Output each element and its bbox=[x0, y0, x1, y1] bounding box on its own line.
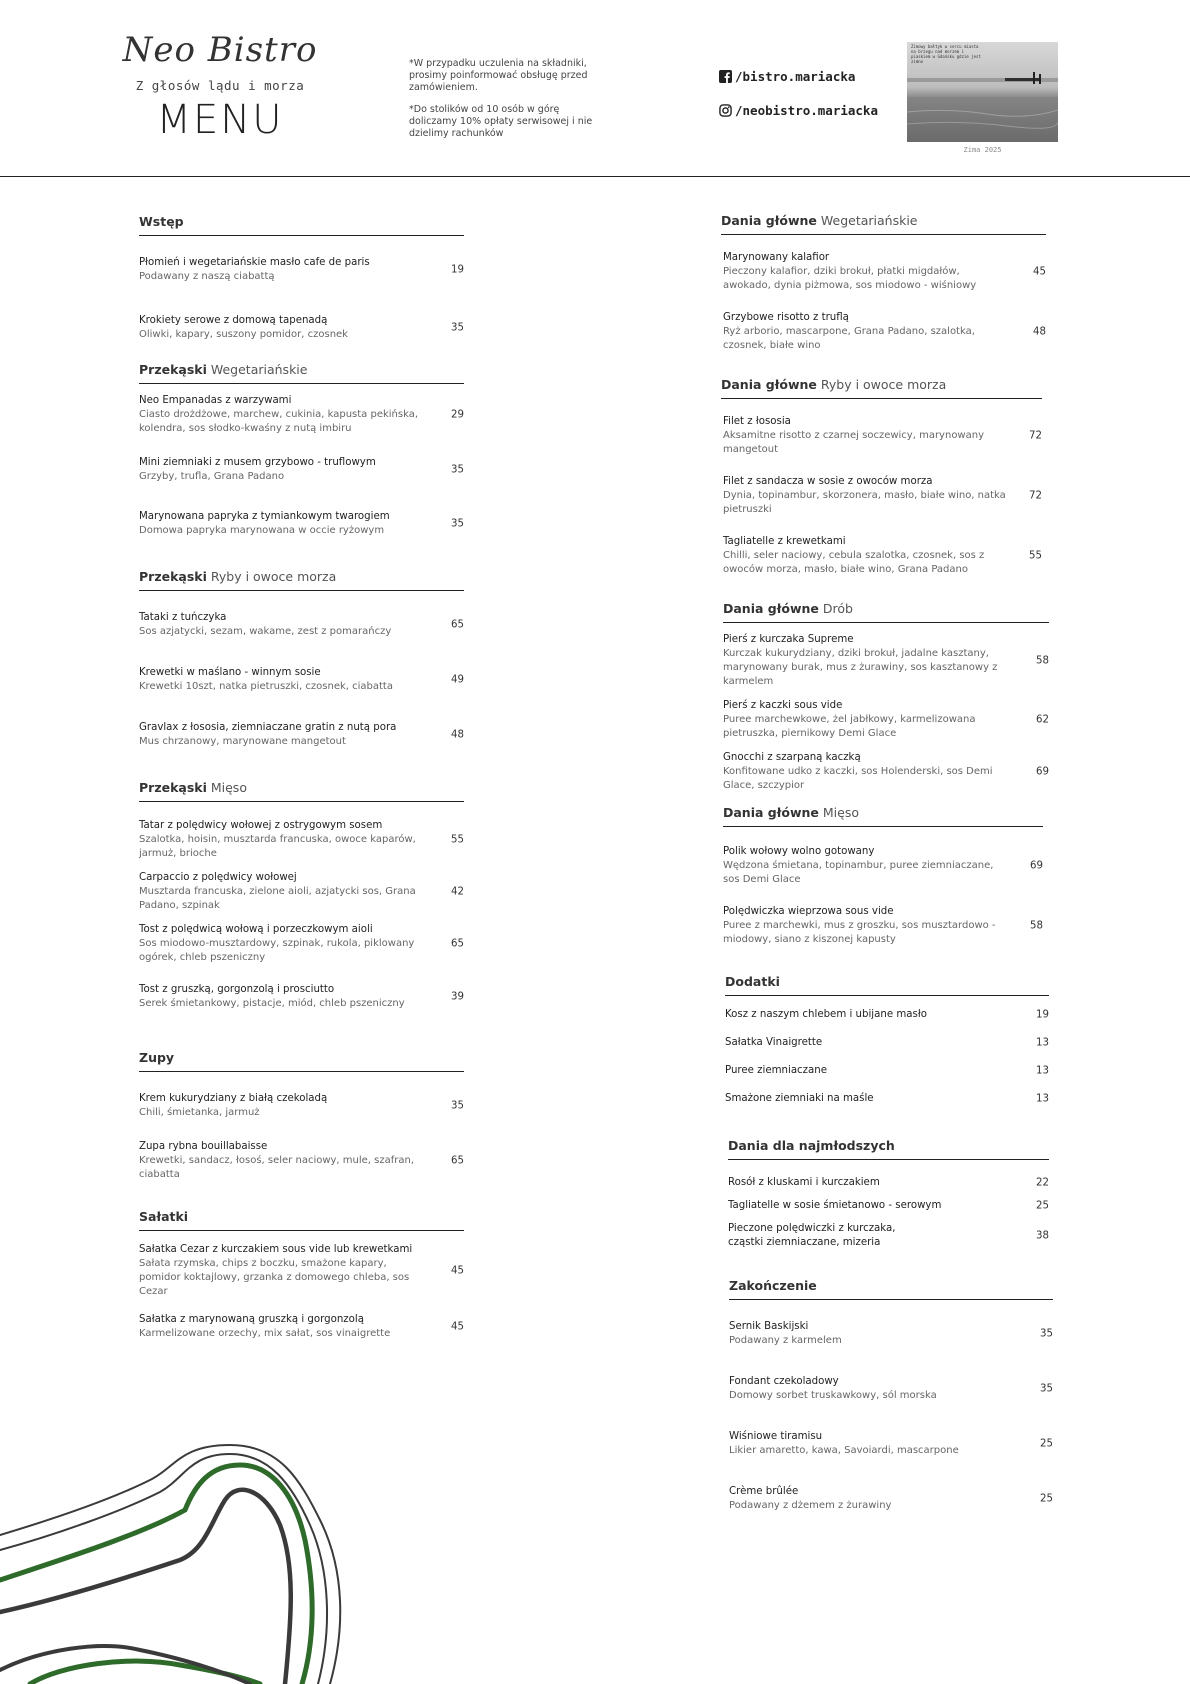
section-przekaski-wege bbox=[139, 362, 464, 558]
facebook-icon bbox=[719, 70, 732, 83]
section-glowne-ryby bbox=[721, 377, 1042, 597]
menu-item: Pierś z kurczaka Supreme Kurczak kukurydziany, dziki brokuł, jadalne kasztany, marynowany burak, mus z żurawiny, sos kasztanowy z karmelem 58 bbox=[723, 634, 1049, 687]
menu-item: Filet z łososia Aksamitne risotto z czarnej soczewicy, marynowany mangetout 72 bbox=[723, 416, 1042, 455]
menu-item: Smażone ziemniaki na maśle 13 bbox=[725, 1093, 1049, 1105]
menu-item: Krewetki w maślano - winnym sosie Krewetki 10szt, natka pietruszki, czosnek, ciabatta 49 bbox=[139, 667, 464, 692]
section-heading: Przekąski Wegetariańskie bbox=[139, 362, 464, 384]
menu-item: Pieczone polędwiczki z kurczaka, cząstki ziemniaczane, mizeria 38 bbox=[728, 1223, 1049, 1248]
menu-item: Gnocchi z szarpaną kaczką Konfitowane udko z kaczki, sos Holenderski, sos Demi Glace, szczypior 69 bbox=[723, 752, 1049, 791]
instagram-handle: /neobistro.mariacka bbox=[735, 103, 878, 118]
brand-tagline: Z głosów lądu i morza bbox=[135, 78, 305, 93]
section-heading: Dania główne Drób bbox=[723, 601, 1049, 623]
menu-item: Tataki z tuńczyka Sos azjatycki, sezam, wakame, zest z pomarańczy 65 bbox=[139, 612, 464, 637]
section-glowne-drob bbox=[723, 601, 1049, 813]
facebook-handle: /bistro.mariacka bbox=[735, 69, 856, 84]
section-heading: Wstęp bbox=[139, 214, 464, 236]
section-heading: Dania dla najmłodszych bbox=[728, 1138, 1049, 1160]
menu-item: Marynowany kalafior Pieczony kalafior, dziki brokuł, płatki migdałów, awokado, dynia piżmowa, sos miodowo - wiśniowy 45 bbox=[723, 252, 1046, 291]
section-heading: Dania główne Mięso bbox=[723, 805, 1043, 827]
menu-item: Polik wołowy wolno gotowany Wędzona śmietana, topinambur, puree ziemniaczane, sos Demi Glace 69 bbox=[723, 846, 1043, 885]
menu-item: Marynowana papryka z tymiankowym twarogiem Domowa papryka marynowana w occie ryżowym 35 bbox=[139, 511, 464, 536]
menu-item: Filet z sandacza w sosie z owoców morza Dynia, topinambur, skorzonera, masło, białe wino, natka pietruszki 72 bbox=[723, 476, 1042, 515]
menu-notes bbox=[409, 58, 609, 150]
menu-item: Sałatka Vinaigrette 13 bbox=[725, 1037, 1049, 1049]
menu-item: Tost z polędwicą wołową i porzeczkowym aioli Sos miodowo-musztardowy, szpinak, rukola, piklowany ogórek, chleb pszeniczny 65 bbox=[139, 924, 464, 963]
instagram-link[interactable] bbox=[719, 103, 878, 118]
menu-item: Zupa rybna bouillabaisse Krewetki, sandacz, łosoś, seler naciowy, mule, szafran, ciabatta 65 bbox=[139, 1141, 464, 1180]
section-salatki bbox=[139, 1209, 464, 1361]
section-przekaski-mieso bbox=[139, 780, 464, 1031]
menu-item: Tagliatelle z krewetkami Chilli, seler naciowy, cebula szalotka, czosnek, sos z owoców morza, masło, białe wino, Grana Padano 55 bbox=[723, 536, 1042, 575]
menu-item: Carpaccio z polędwicy wołowej Musztarda francuska, zielone aioli, azjatycki sos, Grana Padano, szpinak 42 bbox=[139, 872, 464, 911]
menu-item: Krokiety serowe z domową tapenadą Oliwki, kapary, suszony pomidor, czosnek 35 bbox=[139, 315, 464, 340]
section-zakonczenie bbox=[729, 1278, 1053, 1533]
menu-item: Sałatka z marynowaną gruszką i gorgonzolą Karmelizowane orzechy, mix sałat, sos vinaigrette 45 bbox=[139, 1314, 464, 1339]
photo-caption: Zima 2025 bbox=[963, 146, 1002, 154]
menu-item: Sałatka Cezar z kurczakiem sous vide lub krewetkami Sałata rzymska, chips z boczku, smażone kapary, pomidor koktajlowy, grzanka z domowego chleba, sos Cezar 45 bbox=[139, 1244, 464, 1297]
section-wstep bbox=[139, 214, 464, 362]
section-dla-najmlodszych bbox=[728, 1138, 1049, 1264]
menu-item: Grzybowe risotto z truflą Ryż arborio, mascarpone, Grana Padano, szalotka, czosnek, białe wino 48 bbox=[723, 312, 1046, 351]
menu-item: Puree ziemniaczane 13 bbox=[725, 1065, 1049, 1077]
menu-item: Neo Empanadas z warzywami Ciasto drożdżowe, marchew, cukinia, kapusta pekińska, kolendra, sos słodko-kwaśny z nutą imbiru 29 bbox=[139, 395, 464, 434]
menu-item: Gravlax z łososia, ziemniaczane gratin z nutą pora Mus chrzanowy, marynowane mangetout 48 bbox=[139, 722, 464, 747]
section-zupy bbox=[139, 1050, 464, 1202]
menu-item: Mini ziemniaki z musem grzybowo - truflowym Grzyby, trufla, Grana Padano 35 bbox=[139, 457, 464, 482]
instagram-icon bbox=[719, 104, 732, 117]
section-heading: Sałatki bbox=[139, 1209, 464, 1231]
section-glowne-wege bbox=[721, 213, 1046, 373]
section-heading: Przekąski Mięso bbox=[139, 780, 464, 802]
section-heading: Przekąski Ryby i owoce morza bbox=[139, 569, 464, 591]
brand-logo: Neo Bistro bbox=[122, 30, 318, 70]
menu-item: Tagliatelle w sosie śmietanowo - serowym 25 bbox=[728, 1200, 1049, 1212]
photo-text: Zimowy bałtyk w sercu miasta na brzegu nad morzem i piaskiem w Gdańsku gdzie jest zimno bbox=[911, 44, 981, 64]
menu-item: Płomień i wegetariańskie masło cafe de paris Podawany z naszą ciabattą 19 bbox=[139, 257, 464, 282]
section-heading: Zakończenie bbox=[729, 1278, 1053, 1300]
menu-item: Wiśniowe tiramisu Likier amaretto, kawa, Savoiardi, mascarpone 25 bbox=[729, 1431, 1053, 1456]
section-heading: Zupy bbox=[139, 1050, 464, 1072]
menu-item: Crème brûlée Podawany z dżemem z żurawiny 25 bbox=[729, 1486, 1053, 1511]
menu-item: Fondant czekoladowy Domowy sorbet truskawkowy, sól morska 35 bbox=[729, 1376, 1053, 1401]
menu-header bbox=[0, 0, 1190, 177]
section-heading: Dodatki bbox=[725, 974, 1049, 996]
section-glowne-mieso bbox=[723, 805, 1043, 967]
menu-title: MENU bbox=[156, 97, 284, 143]
section-heading: Dania główne Ryby i owoce morza bbox=[721, 377, 1042, 399]
menu-item: Polędwiczka wieprzowa sous vide Puree z marchewki, mus z groszku, sos musztardowo - miodowy, siano z kiszonej kapusty 58 bbox=[723, 906, 1043, 945]
section-heading: Dania główne Wegetariańskie bbox=[721, 213, 1046, 235]
service-fee-note: *Do stolików od 10 osób w górę doliczamy 10% opłaty serwisowej i nie dzielimy rachunków bbox=[409, 104, 593, 139]
menu-item: Krem kukurydziany z białą czekoladą Chili, śmietanka, jarmuż 35 bbox=[139, 1093, 464, 1118]
winter-sea-photo bbox=[907, 42, 1058, 142]
allergy-note: *W przypadku uczulenia na składniki, prosimy poinformować obsługę przed zamówieniem. bbox=[409, 58, 588, 93]
menu-item: Kosz z naszym chlebem i ubijane masło 19 bbox=[725, 1009, 1049, 1021]
facebook-link[interactable] bbox=[719, 69, 855, 84]
section-przekaski-ryby bbox=[139, 569, 464, 769]
decorative-wave-lines bbox=[0, 1440, 360, 1684]
brand-block bbox=[120, 30, 320, 143]
menu-item: Tatar z polędwicy wołowej z ostrygowym sosem Szalotka, hoisin, musztarda francuska, owoce kaparów, jarmuż, brioche 55 bbox=[139, 820, 464, 859]
menu-item: Rosół z kluskami i kurczakiem 22 bbox=[728, 1177, 1049, 1189]
menu-item: Tost z gruszką, gorgonzolą i prosciutto Serek śmietankowy, pistacje, miód, chleb pszeniczny 39 bbox=[139, 984, 464, 1009]
menu-item: Sernik Baskijski Podawany z karmelem 35 bbox=[729, 1321, 1053, 1346]
menu-item: Pierś z kaczki sous vide Puree marchewkowe, żel jabłkowy, karmelizowana pietruszka, piernikowy Demi Glace 62 bbox=[723, 700, 1049, 739]
section-dodatki bbox=[725, 974, 1049, 1120]
